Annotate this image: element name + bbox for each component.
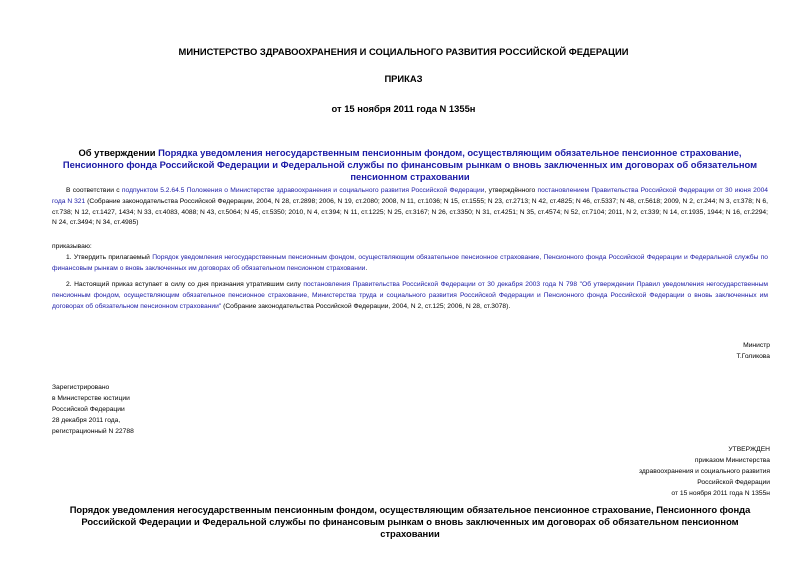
item-1-text: 1. Утвердить прилагаемый (66, 254, 153, 261)
item-1-paragraph (52, 253, 768, 275)
doc-type-heading: ПРИКАЗ (384, 73, 423, 84)
registration-line: 28 декабря 2011 года, (52, 417, 121, 424)
item-2-text: 2. Настоящий приказ вступает в силу со дня признания утратившим силу (66, 281, 304, 288)
approval-line: УТВЕРЖДЕН (728, 446, 770, 453)
signatory-role: Министр (743, 342, 770, 349)
order-title (52, 147, 768, 183)
ministry-heading: МИНИСТЕРСТВО ЗДРАВООХРАНЕНИЯ И СОЦИАЛЬНОГО РАЗВИТИЯ РОССИЙСКОЙ ФЕДЕРАЦИИ (178, 46, 629, 57)
approval-line: приказом Министерства (694, 457, 770, 464)
registration-line: Российской Федерации (52, 406, 125, 413)
order-word: приказываю: (52, 243, 92, 250)
registration-line: регистрационный N 22788 (52, 428, 134, 435)
item-2-paragraph (52, 280, 768, 312)
approval-line: здравоохранения и социального развития (638, 468, 770, 475)
preamble-paragraph (52, 186, 768, 229)
date-number-heading: от 15 ноября 2011 года N 1355н (331, 103, 476, 114)
item-2-end: (Собрание законодательства Российской Федерации, 2004, N 2, ст.125; 2006, N 28, ст.3078). (221, 302, 511, 310)
preamble-text-2: , утверждённого (484, 187, 538, 194)
order-title-link[interactable]: Порядка уведомления негосударственным пенсионным фондом, осуществляющим обязательное пенсионное страхование, Пенсионного фонда Российской Федерации и Федеральной службы по финансовым рынкам о вновь заключенных им договорах об обязательном пенсионном страховании (62, 147, 758, 182)
revoked-decree-link[interactable]: постановления Правительства Российской Федерации от 30 декабря 2003 года N 798 "Об утверждении Правил уведомления негосударственным пенсионным фондом, осуществляющим обязательное пенсионное страхование, Министерства труда и социального развития Российской Федерации и Пенсионного фонда Российской Федерации о вновь заключенных им договорах об обязательном пенсионном страховании" (52, 281, 768, 310)
regulation-link[interactable]: подпунктом 5.2.64.5 Положения о Министерстве здравоохранения и социального развития Российской Федерации (121, 187, 485, 194)
signatory-name: Т.Голикова (736, 353, 770, 360)
approval-block (510, 444, 770, 499)
preamble-text-1: В соответствии с (66, 187, 122, 194)
approval-line: от 15 ноября 2011 года N 1355н (671, 490, 770, 497)
registration-line: Зарегистрировано (52, 384, 110, 391)
registration-line: в Министерстве юстиции (52, 395, 130, 402)
procedure-title: Порядок уведомления негосударственным пенсионным фондом, осуществляющим обязательное пенсионное страхование, Пенсионного фонда Российской Федерации и Федеральной службы по финансовым рынкам о вновь заключенных им договорах об обязательном пенсионном страховании (69, 504, 751, 539)
government-decree-link[interactable]: постановлением Правительства Российской Федерации от 30 июня 2004 года N 321 (52, 187, 769, 205)
item-1-end: . (365, 264, 368, 272)
preamble-text-3: (Собрание законодательства Российской Федерации, 2004, N 28, ст.2898; 2006, N 19, ст.2080; 2008, N 11, ст.1036; N 15, ст.1555; N 23, ст.2713; N 42, ст.4825; N 46, ст.5337; N 48, ст.5618; 2009, N 2, ст.244; N 3, ст.378; N 6, ст.738; N 12, ст.1427, 1434; N 33, ст.4083, 4088; N 43, ст.5064; N 45, ст.5350; 2010, N 4, ст.394; N 11, ст.1225; N 25, ст.3167; N 26, ст.3350; N 31, ст.4251; N 35, ст.4574; N 52, ст.7104; 2011, N 2, ст.339; N 14, ст.1935, 1944; N 16, ст.2294; N 24, ст.3494; N 34, ст.4985) (52, 197, 768, 227)
approval-line: Российской Федерации (697, 479, 770, 486)
procedure-link[interactable]: Порядок уведомления негосударственным пенсионным фондом, осуществляющим обязательное пенсионное страхование, Пенсионного фонда Российской Федерации и Федеральной службы по финансовым рынкам о вновь заключенных им договорах об обязательном пенсионном страховании (52, 254, 768, 272)
order-title-prefix: Об утверждении (78, 147, 159, 158)
registration-block (52, 382, 252, 437)
